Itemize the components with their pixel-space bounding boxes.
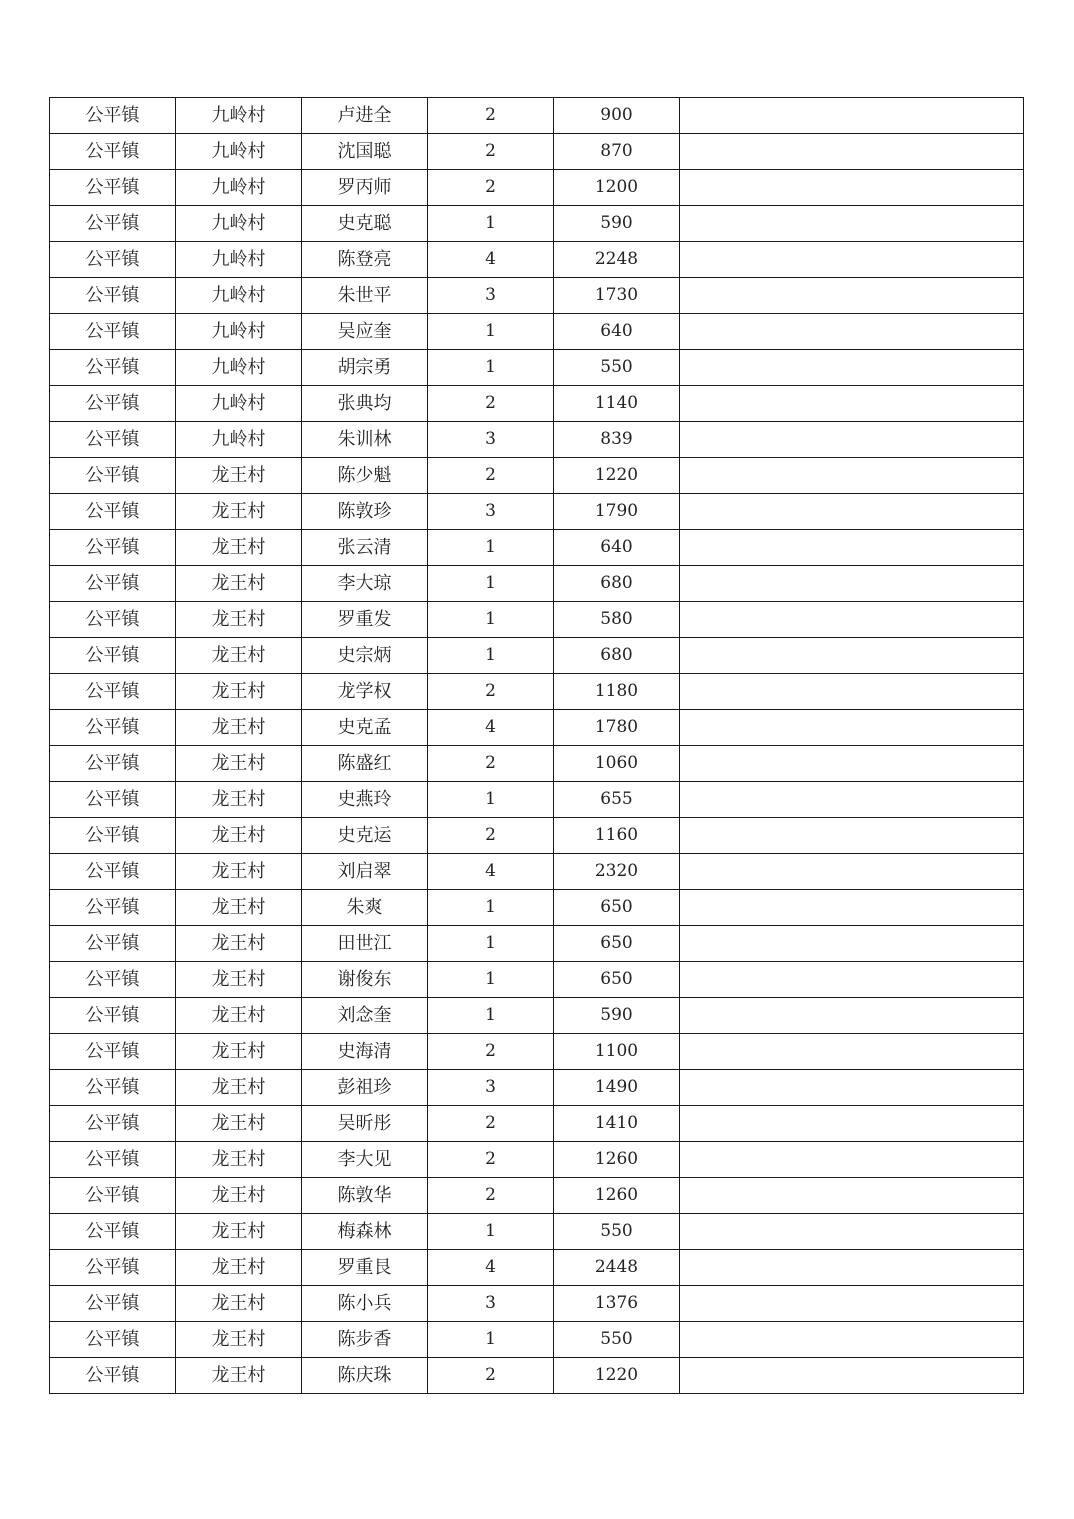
name-cell: 田世江 bbox=[302, 926, 428, 962]
town-cell: 公平镇 bbox=[50, 98, 176, 134]
town-cell: 公平镇 bbox=[50, 1286, 176, 1322]
name-cell: 梅森林 bbox=[302, 1214, 428, 1250]
amount-cell: 590 bbox=[554, 206, 680, 242]
name-cell: 史克运 bbox=[302, 818, 428, 854]
remark-cell bbox=[680, 890, 1024, 926]
name-cell: 吴昕彤 bbox=[302, 1106, 428, 1142]
village-cell: 龙王村 bbox=[176, 962, 302, 998]
amount-cell: 1260 bbox=[554, 1142, 680, 1178]
village-cell: 龙王村 bbox=[176, 818, 302, 854]
remark-cell bbox=[680, 782, 1024, 818]
table-row bbox=[50, 1070, 1024, 1106]
household-count-cell: 4 bbox=[428, 854, 554, 890]
amount-cell: 1100 bbox=[554, 1034, 680, 1070]
amount-cell: 1260 bbox=[554, 1178, 680, 1214]
town-cell: 公平镇 bbox=[50, 1358, 176, 1394]
town-cell: 公平镇 bbox=[50, 674, 176, 710]
table-row bbox=[50, 1250, 1024, 1286]
amount-cell: 580 bbox=[554, 602, 680, 638]
town-cell: 公平镇 bbox=[50, 1322, 176, 1358]
name-cell: 陈敦华 bbox=[302, 1178, 428, 1214]
household-count-cell: 3 bbox=[428, 278, 554, 314]
name-cell: 朱世平 bbox=[302, 278, 428, 314]
household-count-cell: 1 bbox=[428, 1322, 554, 1358]
town-cell: 公平镇 bbox=[50, 206, 176, 242]
household-count-cell: 2 bbox=[428, 1034, 554, 1070]
table-row bbox=[50, 314, 1024, 350]
name-cell: 陈步香 bbox=[302, 1322, 428, 1358]
name-cell: 朱爽 bbox=[302, 890, 428, 926]
town-cell: 公平镇 bbox=[50, 278, 176, 314]
village-cell: 龙王村 bbox=[176, 494, 302, 530]
village-cell: 龙王村 bbox=[176, 890, 302, 926]
village-cell: 龙王村 bbox=[176, 1178, 302, 1214]
name-cell: 陈少魁 bbox=[302, 458, 428, 494]
remark-cell bbox=[680, 1358, 1024, 1394]
name-cell: 刘启翠 bbox=[302, 854, 428, 890]
village-cell: 九岭村 bbox=[176, 134, 302, 170]
remark-cell bbox=[680, 1070, 1024, 1106]
amount-cell: 550 bbox=[554, 1214, 680, 1250]
remark-cell bbox=[680, 242, 1024, 278]
household-count-cell: 2 bbox=[428, 746, 554, 782]
village-cell: 龙王村 bbox=[176, 1250, 302, 1286]
town-cell: 公平镇 bbox=[50, 746, 176, 782]
amount-cell: 650 bbox=[554, 962, 680, 998]
amount-cell: 839 bbox=[554, 422, 680, 458]
remark-cell bbox=[680, 1322, 1024, 1358]
household-count-cell: 1 bbox=[428, 782, 554, 818]
village-cell: 九岭村 bbox=[176, 242, 302, 278]
table-row bbox=[50, 602, 1024, 638]
town-cell: 公平镇 bbox=[50, 998, 176, 1034]
town-cell: 公平镇 bbox=[50, 1214, 176, 1250]
name-cell: 史克孟 bbox=[302, 710, 428, 746]
village-cell: 龙王村 bbox=[176, 746, 302, 782]
household-count-cell: 2 bbox=[428, 458, 554, 494]
table-row bbox=[50, 170, 1024, 206]
remark-cell bbox=[680, 350, 1024, 386]
name-cell: 罗重发 bbox=[302, 602, 428, 638]
remark-cell bbox=[680, 710, 1024, 746]
name-cell: 罗重艮 bbox=[302, 1250, 428, 1286]
household-count-cell: 3 bbox=[428, 494, 554, 530]
village-cell: 龙王村 bbox=[176, 1214, 302, 1250]
village-cell: 九岭村 bbox=[176, 386, 302, 422]
name-cell: 李大琼 bbox=[302, 566, 428, 602]
town-cell: 公平镇 bbox=[50, 350, 176, 386]
table-row bbox=[50, 998, 1024, 1034]
town-cell: 公平镇 bbox=[50, 458, 176, 494]
name-cell: 陈登亮 bbox=[302, 242, 428, 278]
name-cell: 朱训林 bbox=[302, 422, 428, 458]
name-cell: 刘念奎 bbox=[302, 998, 428, 1034]
household-count-cell: 2 bbox=[428, 98, 554, 134]
table-row bbox=[50, 818, 1024, 854]
village-cell: 龙王村 bbox=[176, 926, 302, 962]
amount-cell: 2248 bbox=[554, 242, 680, 278]
town-cell: 公平镇 bbox=[50, 818, 176, 854]
remark-cell bbox=[680, 1250, 1024, 1286]
village-cell: 龙王村 bbox=[176, 1322, 302, 1358]
town-cell: 公平镇 bbox=[50, 170, 176, 206]
household-count-cell: 4 bbox=[428, 242, 554, 278]
table-row bbox=[50, 1034, 1024, 1070]
remark-cell bbox=[680, 206, 1024, 242]
amount-cell: 650 bbox=[554, 890, 680, 926]
table-row bbox=[50, 854, 1024, 890]
town-cell: 公平镇 bbox=[50, 566, 176, 602]
amount-cell: 1410 bbox=[554, 1106, 680, 1142]
remark-cell bbox=[680, 1178, 1024, 1214]
name-cell: 吴应奎 bbox=[302, 314, 428, 350]
amount-cell: 680 bbox=[554, 566, 680, 602]
village-cell: 龙王村 bbox=[176, 638, 302, 674]
household-count-cell: 1 bbox=[428, 998, 554, 1034]
name-cell: 罗丙师 bbox=[302, 170, 428, 206]
table-row bbox=[50, 782, 1024, 818]
town-cell: 公平镇 bbox=[50, 530, 176, 566]
table-row bbox=[50, 206, 1024, 242]
household-count-cell: 2 bbox=[428, 1178, 554, 1214]
household-count-cell: 1 bbox=[428, 314, 554, 350]
village-cell: 龙王村 bbox=[176, 530, 302, 566]
remark-cell bbox=[680, 962, 1024, 998]
remark-cell bbox=[680, 1286, 1024, 1322]
remark-cell bbox=[680, 926, 1024, 962]
household-count-cell: 1 bbox=[428, 530, 554, 566]
village-cell: 龙王村 bbox=[176, 998, 302, 1034]
village-cell: 九岭村 bbox=[176, 422, 302, 458]
table-row bbox=[50, 242, 1024, 278]
household-count-cell: 1 bbox=[428, 890, 554, 926]
amount-cell: 1200 bbox=[554, 170, 680, 206]
remark-cell bbox=[680, 98, 1024, 134]
amount-cell: 655 bbox=[554, 782, 680, 818]
town-cell: 公平镇 bbox=[50, 242, 176, 278]
name-cell: 陈盛红 bbox=[302, 746, 428, 782]
remark-cell bbox=[680, 602, 1024, 638]
name-cell: 张云清 bbox=[302, 530, 428, 566]
name-cell: 沈国聪 bbox=[302, 134, 428, 170]
name-cell: 谢俊东 bbox=[302, 962, 428, 998]
remark-cell bbox=[680, 458, 1024, 494]
town-cell: 公平镇 bbox=[50, 638, 176, 674]
household-count-cell: 3 bbox=[428, 422, 554, 458]
town-cell: 公平镇 bbox=[50, 782, 176, 818]
remark-cell bbox=[680, 1106, 1024, 1142]
household-count-cell: 2 bbox=[428, 1358, 554, 1394]
amount-cell: 2448 bbox=[554, 1250, 680, 1286]
household-count-cell: 4 bbox=[428, 1250, 554, 1286]
table-row bbox=[50, 926, 1024, 962]
village-cell: 九岭村 bbox=[176, 278, 302, 314]
amount-cell: 640 bbox=[554, 314, 680, 350]
table-row bbox=[50, 1178, 1024, 1214]
amount-cell: 680 bbox=[554, 638, 680, 674]
table-row bbox=[50, 710, 1024, 746]
table-row bbox=[50, 638, 1024, 674]
table-row bbox=[50, 674, 1024, 710]
remark-cell bbox=[680, 530, 1024, 566]
amount-cell: 2320 bbox=[554, 854, 680, 890]
remark-cell bbox=[680, 1214, 1024, 1250]
remark-cell bbox=[680, 422, 1024, 458]
village-cell: 龙王村 bbox=[176, 1034, 302, 1070]
amount-cell: 900 bbox=[554, 98, 680, 134]
village-cell: 龙王村 bbox=[176, 674, 302, 710]
table-row bbox=[50, 422, 1024, 458]
remark-cell bbox=[680, 386, 1024, 422]
household-count-cell: 1 bbox=[428, 602, 554, 638]
village-cell: 龙王村 bbox=[176, 566, 302, 602]
data-table bbox=[49, 97, 1024, 1394]
town-cell: 公平镇 bbox=[50, 602, 176, 638]
name-cell: 卢进全 bbox=[302, 98, 428, 134]
village-cell: 龙王村 bbox=[176, 1142, 302, 1178]
village-cell: 龙王村 bbox=[176, 782, 302, 818]
table-body bbox=[50, 98, 1024, 1394]
town-cell: 公平镇 bbox=[50, 926, 176, 962]
town-cell: 公平镇 bbox=[50, 854, 176, 890]
amount-cell: 1160 bbox=[554, 818, 680, 854]
remark-cell bbox=[680, 134, 1024, 170]
name-cell: 史宗炳 bbox=[302, 638, 428, 674]
town-cell: 公平镇 bbox=[50, 1070, 176, 1106]
table-row bbox=[50, 1214, 1024, 1250]
village-cell: 龙王村 bbox=[176, 1106, 302, 1142]
town-cell: 公平镇 bbox=[50, 314, 176, 350]
table-row bbox=[50, 386, 1024, 422]
remark-cell bbox=[680, 746, 1024, 782]
table-row bbox=[50, 1142, 1024, 1178]
village-cell: 龙王村 bbox=[176, 1358, 302, 1394]
table-row bbox=[50, 962, 1024, 998]
table-row bbox=[50, 890, 1024, 926]
amount-cell: 1220 bbox=[554, 1358, 680, 1394]
amount-cell: 1730 bbox=[554, 278, 680, 314]
household-count-cell: 2 bbox=[428, 1106, 554, 1142]
town-cell: 公平镇 bbox=[50, 710, 176, 746]
name-cell: 陈庆珠 bbox=[302, 1358, 428, 1394]
household-count-cell: 2 bbox=[428, 674, 554, 710]
amount-cell: 1140 bbox=[554, 386, 680, 422]
village-cell: 九岭村 bbox=[176, 170, 302, 206]
table-row bbox=[50, 278, 1024, 314]
household-count-cell: 3 bbox=[428, 1070, 554, 1106]
household-count-cell: 1 bbox=[428, 962, 554, 998]
village-cell: 龙王村 bbox=[176, 602, 302, 638]
amount-cell: 1780 bbox=[554, 710, 680, 746]
remark-cell bbox=[680, 566, 1024, 602]
remark-cell bbox=[680, 818, 1024, 854]
table-row bbox=[50, 1322, 1024, 1358]
remark-cell bbox=[680, 170, 1024, 206]
table-row bbox=[50, 134, 1024, 170]
household-count-cell: 2 bbox=[428, 170, 554, 206]
remark-cell bbox=[680, 494, 1024, 530]
name-cell: 史燕玲 bbox=[302, 782, 428, 818]
village-cell: 九岭村 bbox=[176, 206, 302, 242]
amount-cell: 590 bbox=[554, 998, 680, 1034]
household-count-cell: 1 bbox=[428, 206, 554, 242]
household-count-cell: 1 bbox=[428, 926, 554, 962]
remark-cell bbox=[680, 998, 1024, 1034]
village-cell: 九岭村 bbox=[176, 98, 302, 134]
table-row bbox=[50, 98, 1024, 134]
household-count-cell: 3 bbox=[428, 1286, 554, 1322]
household-count-cell: 4 bbox=[428, 710, 554, 746]
name-cell: 陈敦珍 bbox=[302, 494, 428, 530]
household-count-cell: 2 bbox=[428, 1142, 554, 1178]
household-count-cell: 1 bbox=[428, 350, 554, 386]
table-row bbox=[50, 350, 1024, 386]
table-row bbox=[50, 746, 1024, 782]
village-cell: 龙王村 bbox=[176, 1070, 302, 1106]
name-cell: 胡宗勇 bbox=[302, 350, 428, 386]
remark-cell bbox=[680, 674, 1024, 710]
amount-cell: 1490 bbox=[554, 1070, 680, 1106]
household-count-cell: 1 bbox=[428, 1214, 554, 1250]
name-cell: 彭祖珍 bbox=[302, 1070, 428, 1106]
amount-cell: 650 bbox=[554, 926, 680, 962]
village-cell: 九岭村 bbox=[176, 314, 302, 350]
name-cell: 史海清 bbox=[302, 1034, 428, 1070]
amount-cell: 550 bbox=[554, 1322, 680, 1358]
village-cell: 龙王村 bbox=[176, 854, 302, 890]
household-count-cell: 1 bbox=[428, 566, 554, 602]
amount-cell: 1376 bbox=[554, 1286, 680, 1322]
town-cell: 公平镇 bbox=[50, 386, 176, 422]
name-cell: 李大见 bbox=[302, 1142, 428, 1178]
remark-cell bbox=[680, 638, 1024, 674]
town-cell: 公平镇 bbox=[50, 422, 176, 458]
amount-cell: 1220 bbox=[554, 458, 680, 494]
town-cell: 公平镇 bbox=[50, 1106, 176, 1142]
name-cell: 陈小兵 bbox=[302, 1286, 428, 1322]
village-cell: 龙王村 bbox=[176, 710, 302, 746]
table-row bbox=[50, 1286, 1024, 1322]
table-row bbox=[50, 566, 1024, 602]
town-cell: 公平镇 bbox=[50, 494, 176, 530]
household-count-cell: 1 bbox=[428, 638, 554, 674]
town-cell: 公平镇 bbox=[50, 1142, 176, 1178]
remark-cell bbox=[680, 278, 1024, 314]
remark-cell bbox=[680, 854, 1024, 890]
table-row bbox=[50, 1106, 1024, 1142]
household-count-cell: 2 bbox=[428, 134, 554, 170]
town-cell: 公平镇 bbox=[50, 890, 176, 926]
town-cell: 公平镇 bbox=[50, 134, 176, 170]
household-count-cell: 2 bbox=[428, 818, 554, 854]
town-cell: 公平镇 bbox=[50, 1250, 176, 1286]
amount-cell: 1790 bbox=[554, 494, 680, 530]
village-cell: 龙王村 bbox=[176, 458, 302, 494]
table-row bbox=[50, 1358, 1024, 1394]
household-count-cell: 2 bbox=[428, 386, 554, 422]
amount-cell: 550 bbox=[554, 350, 680, 386]
amount-cell: 870 bbox=[554, 134, 680, 170]
town-cell: 公平镇 bbox=[50, 962, 176, 998]
remark-cell bbox=[680, 1034, 1024, 1070]
name-cell: 龙学权 bbox=[302, 674, 428, 710]
village-cell: 龙王村 bbox=[176, 1286, 302, 1322]
name-cell: 史克聪 bbox=[302, 206, 428, 242]
table-row bbox=[50, 530, 1024, 566]
town-cell: 公平镇 bbox=[50, 1034, 176, 1070]
amount-cell: 1060 bbox=[554, 746, 680, 782]
table-row bbox=[50, 494, 1024, 530]
amount-cell: 1180 bbox=[554, 674, 680, 710]
town-cell: 公平镇 bbox=[50, 1178, 176, 1214]
amount-cell: 640 bbox=[554, 530, 680, 566]
remark-cell bbox=[680, 1142, 1024, 1178]
remark-cell bbox=[680, 314, 1024, 350]
name-cell: 张典均 bbox=[302, 386, 428, 422]
table-row bbox=[50, 458, 1024, 494]
village-cell: 九岭村 bbox=[176, 350, 302, 386]
